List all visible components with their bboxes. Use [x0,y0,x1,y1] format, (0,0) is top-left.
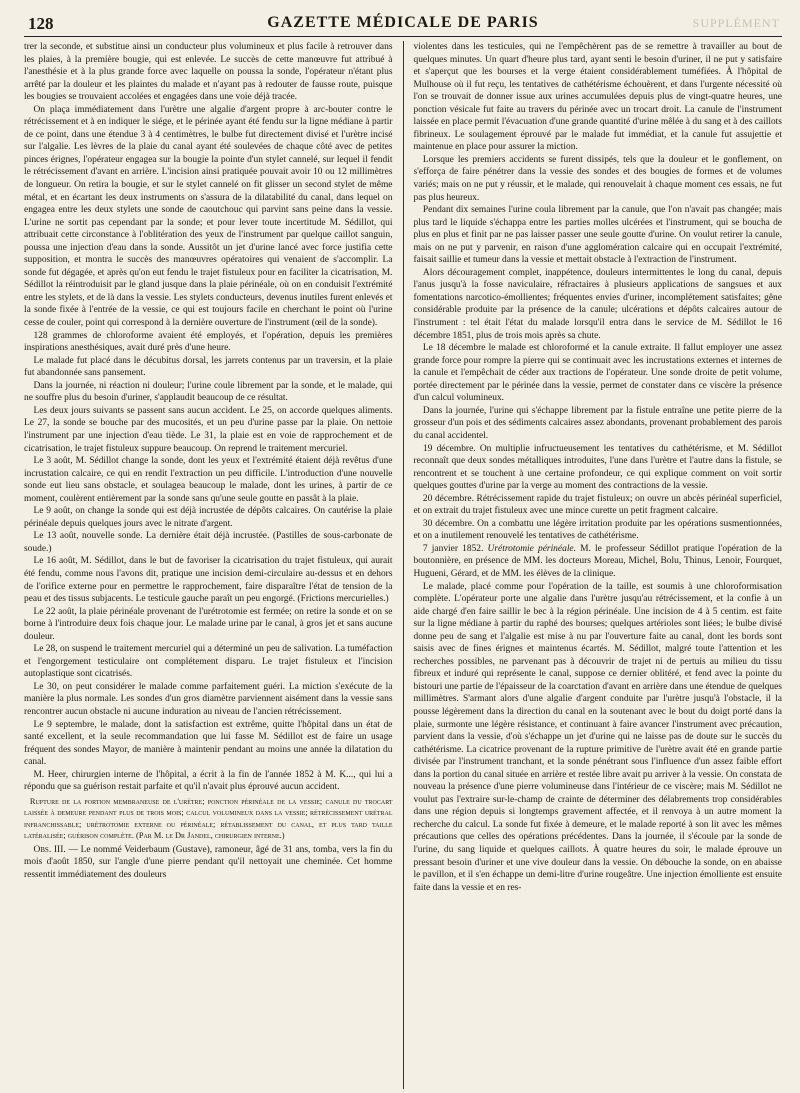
left-column [24,41,393,1089]
paragraph: Les deux jours suivants se passent sans aucun accident. Le 25, on accorde quelques aliments. Le 27, la sonde se bouche par des mucosités, et un peu d'urine passe par la plaie. On nettoie l'instrument par une injection d'eau tiède. Le 31, la plaie est en voie de rapprochement et de cicatrisation, le trajet fistuleux suppure beaucoup. On reprend le traitement mercuriel. [24,405,393,454]
page-header [24,10,782,37]
journal-title: GAZETTE MÉDICALE DE PARIS [267,14,539,31]
paragraph: Le 18 décembre le malade est chloroformé et la canule extraite. Il fallut employer une assez grande force pour rompre la pierre qui se continuait avec les incrustations externes et internes de la canule et l'empêchait de céder aux tractions de l'opérateur. Une sonde droite de petit volume, portée directement par le périnée dans la vessie, permet de constater dans ce viscère la présence d'un calcul volumineux. [413,343,782,404]
paragraph: Le malade fut placé dans le décubitus dorsal, les jarrets contenus par un traversin, et la plaie fut abandonnée sans pansement. [24,355,393,379]
paragraph: Le 22 août, la plaie périnéale provenant de l'urétrotomie est fermée; on retire la sonde et on se borne à l'introduire deux fois chaque jour. Le malade urine par le canal, à gros jet et sans aucune douleur. [24,606,393,642]
entry-title: Urétrotomie périnéale. [487,543,576,554]
paragraph: violentes dans les testicules, qui ne l'empêchèrent pas de se remettre à travailler au bout de quelques minutes. Un quart d'heure plus tard, ayant senti le besoin d'uriner, il ne put y satisfaire et s'aperçut que les bourses et la verge étaient considérablement tuméfiées. À l'hôpital de Mulhouse où il fut reçu, les tentatives de cathétérisme échouèrent, et dans l'urgente nécessité où l'on se trouvait de donner issue aux urines accumulées depuis plus de vingt-quatre heures, une ponction vésicale fut faite au travers du périnée avec un trocart droit. La canule de l'instrument laissée en place permit l'évacuation d'une grande quantité d'urine mêlée à du sang et à des caillots fibrineux. Le soulagement éprouvé par le malade fut immédiat, et la canule fut assujettie et maintenue en place pour assurer la miction. [413,42,782,153]
paragraph: Dans la journée, ni réaction ni douleur; l'urine coule librement par la sonde, et le malade, qui ne souffre plus du besoin d'uriner, s'applaudit beaucoup de ce résultat. [24,380,393,404]
observation-paragraph [24,844,393,882]
page-number: 128 [28,14,54,33]
paragraph: 30 décembre. On a combattu une légère irritation produite par les opérations susmentionnées, et on a inutilement renouvelé les tentatives de cathétérisme. [413,518,782,542]
dated-paragraph [413,543,782,581]
paragraph: Lorsque les premiers accidents se furent dissipés, tels que la douleur et le gonflement, on s'efforça de faire pénétrer dans la vessie des sondes et des bougies de formes et de volumes variés; mais on ne put y réussir, et le malade, qui renouvelait à chaque moment ces essais, ne fut pas plus heureux. [413,154,782,203]
paragraph: Alors découragement complet, inappétence, douleurs intermittentes le long du canal, depuis l'anus jusqu'à la fosse naviculaire, réfractaires à plusieurs applications de sangsues et aux fomentations narcotico-émollientes; fréquentes envies d'uriner, incomplétement satisfaites; gêne considérable produite par la présence de la canule; ulcérations et dépôts calcaires autour de l'instrument : tel était l'état du malade lorsqu'il entra dans le service de M. Sédillot le 16 décembre 1851, plus de trois mois après sa chute. [413,267,782,341]
paragraph: Le 28, on suspend le traitement mercuriel qui a déterminé un peu de salivation. La tuméfaction et l'engorgement testiculaire ont complétement disparu. Le trajet fistuleux et l'incision autoplastique sont cicatrisés. [24,644,393,680]
paragraph: Le 13 août, nouvelle sonde. La dernière était déjà incrustée. (Pastilles de sous-carbonate de soude.) [24,531,393,554]
paragraph: Le 9 août, on change la sonde qui est déjà incrustée de dépôts calcaires. On cautérise la plaie périnéale depuis quelques jours avec le nitrate d'argent. [24,506,393,529]
paragraph: trer la seconde, et substitue ainsi un conducteur plus volumineux et plus facile à retrouver dans les plaies, à la première bougie, qui est enlevée. Le succès de cette manœuvre fut attribué à l'anesthésie et à la plus grande force avec laquelle on poussa la sonde, l'opérateur n'étant plus arrêté par la douleur et les plaintes du malade et n'ayant pas à redouter de fausse route, puisque les bougies se trouvaient accolées et engagées dans une voie déjà tracée. [24,42,393,103]
paragraph: Pendant dix semaines l'urine coula librement par la canule, que l'on n'avait pas changée; mais plus tard le liquide s'échappa entre les parties molles ulcérées et l'instrument, qui se boucha de plus en plus et finit par ne pas laisser passer une seule goutte d'urine. On voulut retirer la canule, mais on ne put y parvenir, en raison d'une agglomération calcaire qui en occupait l'extrémité, faisait saillie et tumeur dans la vessie et mettait obstacle à l'extraction de l'instrument. [413,205,782,266]
observation-label: Obs. III. [33,844,66,855]
paragraph: 19 décembre. On multiplie infructueusement les tentatives du cathétérisme, et M. Sédillot reconnaît que deux sondes métalliques introduites, l'une dans l'urètre et l'autre dans la fistule, se rencontrent et se touchent à une certaine profondeur, ce qui explique comment on voit sortir quelques gouttes d'urine par la verge au moment des contractions de la vessie. [413,443,782,492]
paragraph: 20 décembre. Rétrécissement rapide du trajet fistuleux; on ouvre un abcès périnéal superficiel, et on extrait du trajet fistuleux avec une mince curette un petit fragment calcaire. [413,493,782,517]
paragraph: Le 9 septembre, le malade, dont la satisfaction est extrême, quitte l'hôpital dans un état de santé excellent, et la seule recommandation que lui fasse M. Sédillot est de faire un usage fréquent des sondes Mayor, de manière à maintenir pendant au moins une année la dilatation du canal. [24,719,393,768]
paragraph: Dans la journée, l'urine qui s'échappe librement par la fistule entraîne une petite pierre de la grosseur d'un pois et des sédiments calcaires assez abondants, provenant probablement des parois du canal accidentel. [413,405,782,441]
paragraph: Le 16 août, M. Sédillot, dans le but de favoriser la cicatrisation du trajet fistuleux, qui aurait été fendu, comme nous l'avons dit, pratique une incision demi-circulaire au-dessus et en dehors de l'orifice externe pour en permettre le rapprochement, faire disparaître l'état de tension de la peau et des tissus subjacents. Le testicule gauche paraît un peu engorgé. (Frictions mercurielles.) [24,556,393,605]
entry-text: M. le professeur Sédillot pratique l'opération de la boutonnière, en présence de MM. les docteurs Moreau, Michel, Bolu, Thinus, Lenoir, Fourquet, Hugueni, Gérard, et de MM. les élèves de la clinique. [413,543,782,579]
case-heading: Rupture de la portion membraneuse de l'urètre; ponction périnéale de la vessie; canule du trocart laissée à demeure pendant plus de trois mois; calcul volumineux dans la vessie; rétrécissement urétral infranchissable; urétrotomie externe ou périnéale; rétablissement du canal, et plus tard taille latéralisée; guérison complète. (Par M. le Dr Jandel, chirurgien interne.) [24,796,393,841]
paragraph: On plaça immédiatement dans l'urètre une algalie d'argent propre à arc-bouter contre le rétrécissement et à en indiquer le siége, et le périnée ayant été fendu sur la ligne médiane à partir de ce point, dans une étendue 3 à 4 centimètres, le bulbe fut directement divisé et l'urètre incisé sur l'algalie. Les lèvres de la plaie du canal ayant été soulevées de chaque côté avec de petites pinces érignes, l'opérateur engagea sur la bougie la pointe d'un stylet cannelé, sur lequel il fendit le rétrécissement d'avant en arrière. L'incision ainsi pratiquée pouvait avoir 10 ou 12 millimètres de longueur. On retira la bougie, et sur le stylet cannelé on fit glisser un second stylet de même métal, et en écartant les deux instruments on s'assura de la dilatabilité du canal, dans lequel on engagea entre les deux stylets une sonde de caoutchouc qui parvint sans peine dans la vessie. L'urine ne sortit pas cependant par la sonde; et pour lever toute incertitude M. Sédillot, qui attribuait cette circonstance à l'oblitération des yeux de l'instrument par quelque caillot sanguin, poussa une injection d'eau dans la sonde. Aussitôt un jet d'urine lancé avec force justifia cette supposition, et montra le succès des manœuvres opératoires qui venaient de s'accomplir. La sonde fut dégagée, et après qu'on eut fendu le trajet fistuleux pour en faciliter la cicatrisation, M. Sédillot la réintroduisit par le gland jusque dans la plaie périnéale, où on en conduisit l'extrémité entre les stylets, et de là dans la vessie. Les stylets conducteurs, devenus inutiles furent enlevés et la sonde fixée à l'entrée de la vessie, ce qui est toujours facile en cherchant le point où l'urine cesse de couler, point qui correspond à la dernière ouverture de l'instrument (œil de la sonde). [24,104,393,329]
column-divider [403,41,404,1089]
paragraph: Le 30, on peut considérer le malade comme parfaitement guéri. La miction s'exécute de la manière la plus normale. Les sondes d'un gros diamètre parviennent aisément dans la vessie sans rencontrer aucun obstacle ni aucune induration au niveau de l'ancien rétrécissement. [24,681,393,717]
right-column [413,41,782,1089]
entry-date: 7 janvier 1852. [422,543,484,554]
paragraph: 128 grammes de chloroforme avaient été employés, et l'opération, depuis les premières inspirations anesthésiques, avait duré près d'une heure. [24,330,393,354]
paragraph: M. Heer, chirurgien interne de l'hôpital, a écrit à la fin de l'année 1852 à M. K..., qui lui a répondu que sa guérison restait parfaite et qu'il n'avait plus éprouvé aucun accident. [24,769,393,793]
paragraph: Le 3 août, M. Sédillot change la sonde, dont les yeux et l'extrémité étaient déjà revêtus d'une incrustation calcaire, ce qui en rendit l'extraction un peu difficile. L'introduction d'une nouvelle sonde eut lieu sans obstacle, et soulagea beaucoup le malade, dont les urines, à partir de ce moment, coulèrent entièrement par la sonde sans qu'une seule goutte en passât à la plaie. [24,456,393,504]
text-columns [24,41,782,1089]
bleed-through-text: SUPPLÉMENT [692,16,780,30]
observation-text: — Le nommé Veiderbaum (Gustave), ramoneur, âgé de 31 ans, tomba, vers la fin du mois d'août 1850, sur l'angle d'une pierre pendant qu'il nettoyait une cheminée. Cet homme ressentit immédiatement des douleurs [24,844,393,880]
paragraph: Le malade, placé comme pour l'opération de la taille, est soumis à une chloroformisation complète. L'opérateur porte une algalie dans l'urètre jusqu'au rétrécissement, et la confie à un aide chargé d'en faire saillir le bec à la région périnéale. Une incision de 4 à 5 centim. est faite sur la ligne médiane à partir du raphé des bourses; quelques artérioles sont liées; le bulbe divisé donne peu de sang et l'algalie est mise à nu par l'ouverture faite au canal, dont les bords sont saisis avec de fines érignes et maintenus écartés. M. Sédillot, malgré toute l'attention et les recherches possibles, ne parvenant pas à découvrir de trajet ni de pertuis au milieu du tissu fibreux et induré qui représente le canal, suppose ce dernier oblitéré, et fend avec la pointe du bistouri une partie de l'épaisseur de la coarctation d'avant en arrière dans une étendue de quelques millimètres. S'armant alors d'une algalie d'argent conduite par l'urètre jusqu'à l'obstacle, il la pousse légèrement dans la direction du canal en la soutenant avec le bout du doigt porté dans la plaie, surmonte une légère résistance, et continuant à faire avancer l'instrument avec précaution, parvient dans la vessie, d'où s'échappe un jet d'urine qui ne laisse pas de doute sur le succès du cathétérisme. La cicatrice provenant de la rupture primitive de l'urètre avait été en grande partie divisée par l'instrument tranchant, et la sonde pénétrant sous l'influence d'un assez faible effort dans la portion du canal située en arrière et restée libre avait pu arriver à la vessie. On constata de nouveau la présence d'une pierre volumineuse dans l'intérieur de ce viscère; mais M. Sédillot ne voulut pas l'extraire sur-le-champ de crainte de déterminer des délabrements trop considérables dans une région depuis si longtemps gravement affectée, et il renvoya à un autre moment la recherche du calcul. La sonde fut fixée à demeure, et le malade reporté à son lit avec les mêmes précautions que celles des opérations précédentes. Dans la journée, il s'écoule par la sonde de l'urine, du sang liquide et quelques caillots. À quatre heures du soir, le malade éprouve un pressant besoin d'uriner et une vive douleur dans la vessie. On débouche la sonde, on en abaisse le pavillon, et il s'en échappe un demi-litre d'urine rougeâtre. Une injection émolliente est ensuite faite dans la vessie et en res- [413,581,782,893]
